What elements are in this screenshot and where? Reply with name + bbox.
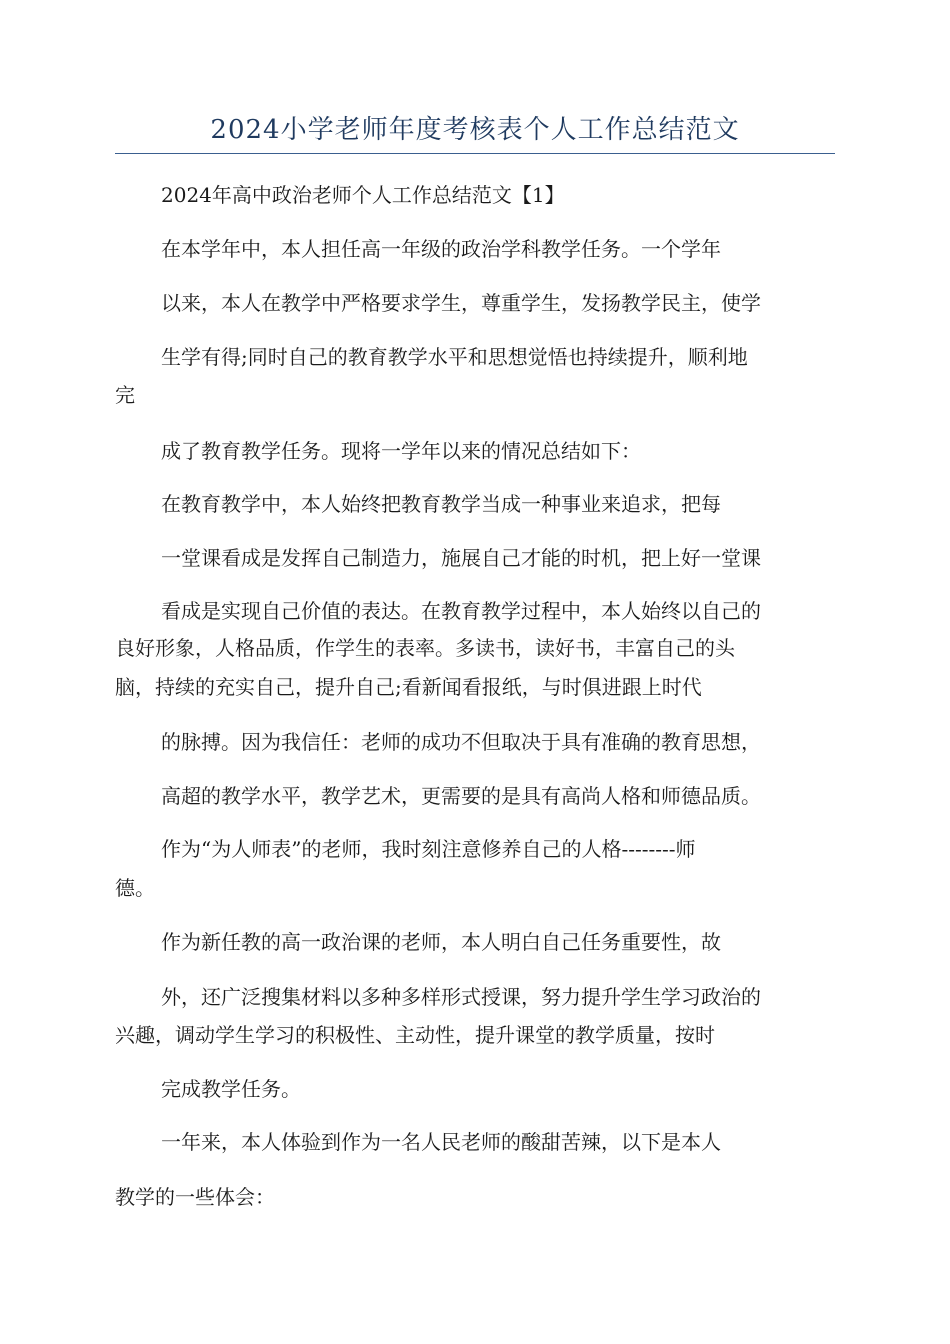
paragraph-line: 良好形象，人格品质，作学生的表率。多读书，读好书，丰富自己的头 <box>115 636 735 660</box>
paragraph-line: 脑，持续的充实自己，提升自己;看新闻看报纸，与时俱进跟上时代 <box>115 675 702 699</box>
paragraph-line: 作为新任教的高一政治课的老师，本人明白自己任务重要性，故 <box>161 930 721 954</box>
paragraph-line: 生学有得;同时自己的教育教学水平和思想觉悟也持续提升，顺利地 <box>161 345 748 369</box>
paragraph-line: 外，还广泛搜集材料以多种多样形式授课，努力提升学生学习政治的 <box>161 985 761 1009</box>
paragraph-line: 以来，本人在教学中严格要求学生，尊重学生，发扬教学民主，使学 <box>161 291 761 315</box>
paragraph-line: 兴趣，调动学生学习的积极性、主动性，提升课堂的教学质量，按时 <box>115 1023 715 1047</box>
paragraph-line: 一堂课看成是发挥自己制造力，施展自己才能的时机，把上好一堂课 <box>161 546 761 570</box>
paragraph-line: 完 <box>115 383 135 407</box>
section-heading: 2024年高中政治老师个人工作总结范文【1】 <box>161 183 565 207</box>
paragraph-line: 高超的教学水平，教学艺术，更需要的是具有高尚人格和师德品质。 <box>161 784 761 808</box>
paragraph-line: 完成教学任务。 <box>161 1077 301 1101</box>
paragraph-line: 作为“为人师表”的老师，我时刻注意修养自己的人格--------师 <box>161 837 696 861</box>
paragraph-line: 在本学年中，本人担任高一年级的政治学科教学任务。一个学年 <box>161 237 721 261</box>
paragraph-line: 德。 <box>115 876 155 900</box>
paragraph-line: 在教育教学中，本人始终把教育教学当成一种事业来追求，把每 <box>161 492 721 516</box>
title-underline <box>115 153 835 154</box>
document-title: 2024小学老师年度考核表个人工作总结范文 <box>210 115 740 145</box>
paragraph-line: 教学的一些体会： <box>115 1185 275 1209</box>
paragraph-line: 看成是实现自己价值的表达。在教育教学过程中，本人始终以自己的 <box>161 599 761 623</box>
paragraph-line: 成了教育教学任务。现将一学年以来的情况总结如下： <box>161 439 641 463</box>
paragraph-line: 一年来，本人体验到作为一名人民老师的酸甜苦辣，以下是本人 <box>161 1130 721 1154</box>
paragraph-line: 的脉搏。因为我信任：老师的成功不但取决于具有准确的教育思想， <box>161 730 761 754</box>
